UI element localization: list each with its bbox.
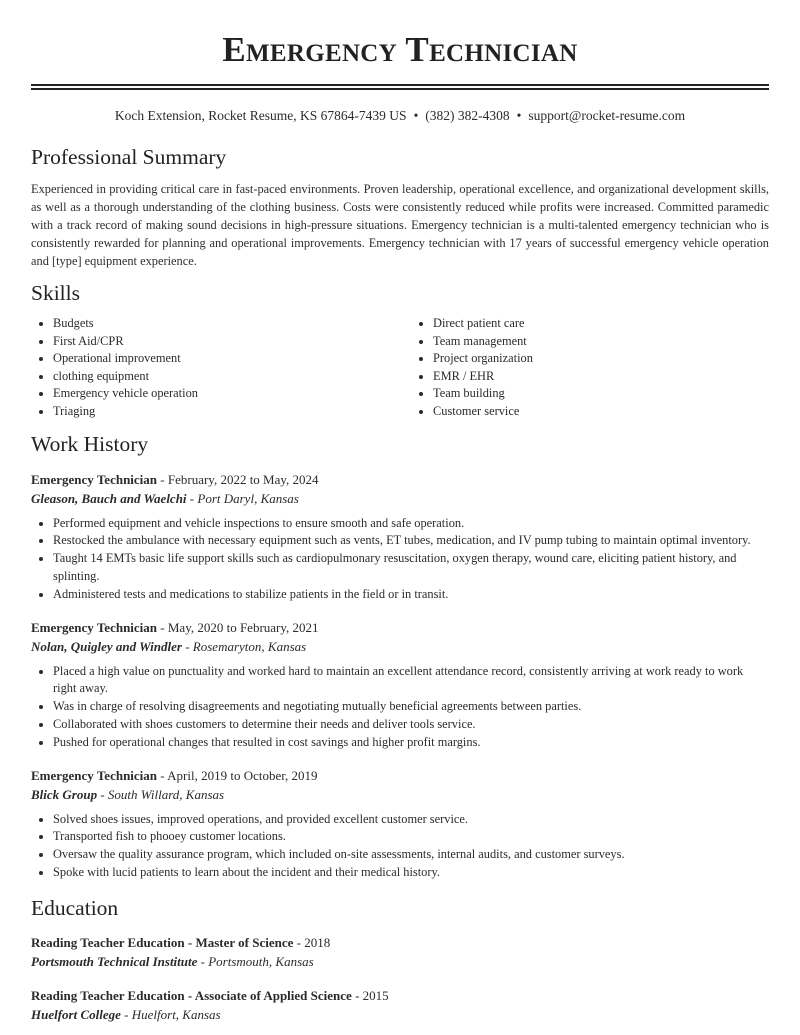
- education-school: Huelfort College: [31, 1006, 121, 1022]
- summary-text: Experienced in providing critical care in fast-paced environments. Proven leadership, operational excellence, and organizational development skills, as well as a thorough understanding of the clothing business. Costs were consistently reduced while profits were increased. Committed paramedic with a track record of making sound decisions in high-pressure situations. Emergency technician is a multi-talented emergency technician who is consistently rewarded for planning and operational improvements. Emergency technician with 17 years of successful emergency vehicle operation and [type] equipment experience.: [31, 182, 769, 268]
- contact-separator: •: [516, 108, 522, 123]
- job-bullet: • Transported fish to phooey customer locations.: [53, 828, 769, 846]
- contact-line: [31, 107, 769, 125]
- education-degree: Reading Teacher Education - Master of Science: [31, 934, 294, 950]
- job-location: - South Willard, Kansas: [97, 786, 225, 802]
- education-location: - Huelfort, Kansas: [120, 1006, 221, 1022]
- skill-item: • Operational improvement: [53, 350, 389, 368]
- education-degree-line: [31, 986, 769, 1005]
- contact-phone: (382) 382-4308: [425, 108, 510, 123]
- job-company-line: [31, 785, 769, 805]
- job-bullet: • Administered tests and medications to stabilize patients in the field or in transit.: [53, 586, 769, 604]
- job-role: Emergency Technician: [31, 767, 158, 783]
- education-school-line: [31, 1005, 769, 1025]
- skill-item: • Emergency vehicle operation: [53, 385, 389, 403]
- job-bullet: • Spoke with lucid patients to learn about the incident and their medical history.: [53, 864, 769, 882]
- header-rule-thin: [31, 88, 769, 90]
- work-history-list: [31, 470, 769, 882]
- skill-item: • clothing equipment: [53, 368, 389, 386]
- skill-item: • Team management: [433, 333, 769, 351]
- skill-item: • EMR / EHR: [433, 368, 769, 386]
- job-role-line: [31, 470, 769, 489]
- skills-list: [31, 315, 769, 421]
- skill-item: • Direct patient care: [433, 315, 769, 333]
- skill-item: • Team building: [433, 385, 769, 403]
- job-role: Emergency Technician: [31, 471, 158, 487]
- job-company: Nolan, Quigley and Windler: [31, 638, 182, 654]
- job-dates: - February, 2022 to May, 2024: [157, 471, 319, 487]
- job-bullets: [31, 663, 769, 752]
- job-bullet: • Oversaw the quality assurance program, which included on-site assessments, internal audits, and customer surveys.: [53, 846, 769, 864]
- job-bullet: • Placed a high value on punctuality and worked hard to maintain an excellent attendance record, consistently arriving at work ready to work right away.: [53, 663, 769, 699]
- education-entry: [31, 986, 769, 1025]
- job-location: - Port Daryl, Kansas: [186, 490, 299, 506]
- job-location: - Rosemaryton, Kansas: [181, 638, 307, 654]
- job-bullet: • Was in charge of resolving disagreements and negotiating mutually beneficial agreements between parties.: [53, 698, 769, 716]
- education-degree: Reading Teacher Education - Associate of Applied Science: [31, 987, 352, 1003]
- education-degree-line: [31, 933, 769, 952]
- skill-item: • First Aid/CPR: [53, 333, 389, 351]
- job-dates: - April, 2019 to October, 2019: [157, 767, 318, 783]
- education-year: - 2015: [351, 987, 389, 1003]
- job-entry: [31, 618, 769, 752]
- job-bullet: • Collaborated with shoes customers to determine their needs and deliver tools service.: [53, 716, 769, 734]
- job-role: Emergency Technician: [31, 619, 158, 635]
- job-dates: - May, 2020 to February, 2021: [157, 619, 319, 635]
- job-bullet: • Taught 14 EMTs basic life support skills such as cardiopulmonary resuscitation, oxygen therapy, wound care, eliciting patient history, and splinting.: [53, 550, 769, 586]
- resume-page: [31, 0, 769, 1025]
- education-heading: Education: [31, 895, 119, 920]
- job-entry: [31, 470, 769, 604]
- resume-name: Emergency Technician: [222, 30, 578, 69]
- job-entry: [31, 766, 769, 882]
- summary-heading: Professional Summary: [31, 145, 227, 169]
- job-bullets: [31, 515, 769, 604]
- skill-item: • Triaging: [53, 403, 389, 421]
- work-history-heading: Work History: [31, 431, 149, 456]
- job-bullet: • Pushed for operational changes that resulted in cost savings and higher profit margins.: [53, 734, 769, 752]
- education-year: - 2018: [293, 934, 331, 950]
- contact-email[interactable]: support@rocket-resume.com: [528, 108, 686, 123]
- job-role-line: [31, 766, 769, 785]
- contact-address: Koch Extension, Rocket Resume, KS 67864-7439 US: [114, 108, 407, 123]
- education-entry: [31, 933, 769, 972]
- skills-column-left: [31, 315, 389, 421]
- job-role-line: [31, 618, 769, 637]
- skill-item: • Project organization: [433, 350, 769, 368]
- skills-heading: Skills: [31, 281, 80, 305]
- education-school: Portsmouth Technical Institute: [31, 953, 198, 969]
- job-bullets: [31, 811, 769, 882]
- job-bullet: • Restocked the ambulance with necessary equipment such as vents, ET tubes, medication, and IV pump tubing to maintain optimal inventory.: [53, 532, 769, 550]
- education-location: - Portsmouth, Kansas: [197, 953, 314, 969]
- job-company-line: [31, 489, 769, 509]
- job-bullet: • Performed equipment and vehicle inspections to ensure smooth and safe operation.: [53, 515, 769, 533]
- skill-item: • Budgets: [53, 315, 389, 333]
- job-bullet: • Solved shoes issues, improved operations, and provided excellent customer service.: [53, 811, 769, 829]
- job-company: Blick Group: [31, 786, 98, 802]
- skill-item: • Customer service: [433, 403, 769, 421]
- job-company-line: [31, 637, 769, 657]
- education-school-line: [31, 952, 769, 972]
- job-company: Gleason, Bauch and Waelchi: [31, 490, 187, 506]
- skills-column-right: [389, 315, 769, 421]
- contact-separator: •: [413, 108, 419, 123]
